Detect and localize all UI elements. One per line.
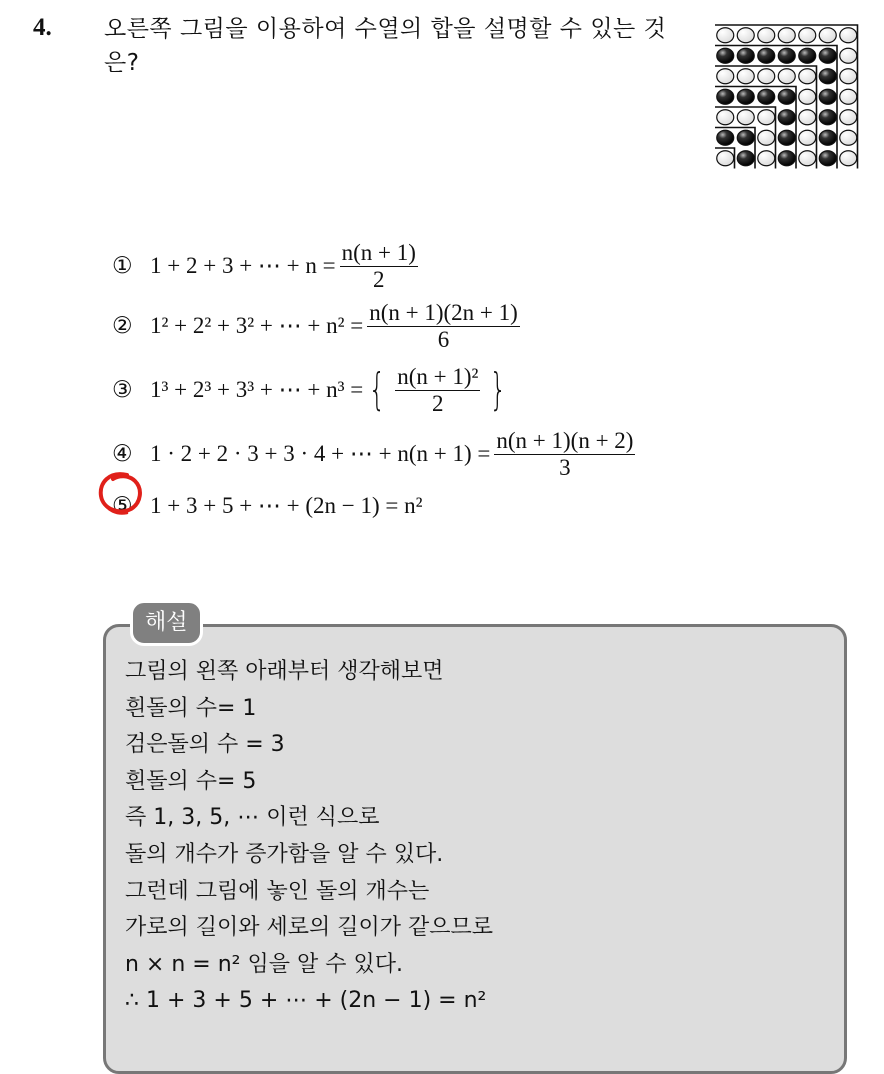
option-1-mark: ① [112, 253, 133, 279]
option-2-lhs: 1² + 2² + 3² + ⋯ + n² = [150, 313, 364, 338]
white-stone [737, 28, 754, 43]
white-stone [758, 110, 775, 125]
solution-line: 흰돌의 수= 1 [125, 695, 257, 721]
option-1-numerator: n(n + 1) [341, 239, 416, 265]
white-stone [717, 151, 734, 166]
solution-line: 그림의 왼쪽 아래부터 생각해보면 [125, 659, 444, 684]
black-stone [778, 110, 795, 125]
black-stone [717, 89, 734, 104]
white-stone [717, 69, 734, 84]
solution-line: 흰돌의 수= 5 [125, 768, 257, 794]
white-stone [737, 69, 754, 84]
left-brace: { [368, 364, 386, 415]
option-1-denominator: 2 [373, 266, 385, 292]
black-stone [819, 69, 836, 84]
option-5-lhs: 1 + 3 + 5 + ⋯ + (2n − 1) = n² [150, 493, 423, 518]
black-stone [737, 151, 754, 166]
option-4-lhs: 1 · 2 + 2 · 3 + 3 · 4 + ⋯ + n(n + 1) = [150, 441, 491, 466]
solution-line: 검은돌의 수 = 3 [125, 732, 285, 758]
black-stone [758, 48, 775, 63]
solution-line: n × n = n² 임을 알 수 있다. [125, 951, 403, 977]
question-text: 오른쪽 그림을 이용하여 수열의 합을 설명할 수 있는 것은? [104, 16, 667, 76]
black-stone [778, 130, 795, 145]
option-2-fraction [367, 300, 520, 353]
stone-grid-figure [712, 22, 860, 172]
option-1[interactable] [112, 236, 422, 296]
option-4-numerator: n(n + 1)(n + 2) [496, 427, 634, 453]
solution-line: 그런데 그림에 놓인 돌의 개수는 [125, 878, 430, 904]
option-2-denominator: 6 [437, 326, 450, 352]
black-stone [819, 89, 836, 104]
black-stone [819, 48, 836, 63]
white-stone [758, 130, 775, 145]
white-stone [840, 69, 857, 84]
option-3-fraction [395, 364, 480, 417]
white-stone [840, 130, 857, 145]
black-stone [819, 151, 836, 166]
white-stone [840, 151, 857, 166]
option-2-mark: ② [112, 313, 133, 339]
answer-circle-mark [97, 471, 145, 517]
solution-text [125, 654, 493, 1020]
black-stone [758, 89, 775, 104]
white-stone [840, 110, 857, 125]
white-stone [758, 69, 775, 84]
white-stone [717, 28, 734, 43]
option-5-mark: ⑤ [112, 493, 133, 519]
white-stone [799, 69, 816, 84]
solution-tag: 해설 [130, 600, 203, 646]
white-stone [840, 48, 857, 63]
option-4-mark: ④ [112, 441, 133, 467]
option-4-denominator: 3 [559, 454, 571, 480]
solution-line: 즉 1, 3, 5, ⋯ 이런 식으로 [125, 805, 380, 831]
black-stone [717, 48, 734, 63]
black-stone [778, 151, 795, 166]
white-stone [778, 28, 795, 43]
white-stone [799, 151, 816, 166]
white-stone [819, 28, 836, 43]
option-3-lhs: 1³ + 2³ + 3³ + ⋯ + n³ = [150, 377, 364, 402]
solution-line: 돌의 개수가 증가함을 알 수 있다. [125, 841, 444, 867]
white-stone [799, 110, 816, 125]
solution-line: 가로의 길이와 세로의 길이가 같으므로 [125, 915, 494, 941]
white-stone [799, 28, 816, 43]
black-stone [819, 130, 836, 145]
white-stone [758, 151, 775, 166]
black-stone [819, 110, 836, 125]
white-stone [778, 69, 795, 84]
option-3-denominator: 2 [432, 390, 444, 416]
black-stone [717, 130, 734, 145]
right-brace: } [489, 364, 507, 415]
option-2[interactable] [112, 296, 524, 356]
option-2-numerator: n(n + 1)(2n + 1) [369, 299, 518, 325]
solution-line: ∴ 1 + 3 + 5 + ⋯ + (2n − 1) = n² [125, 988, 487, 1014]
black-stone [799, 48, 816, 63]
black-stone [778, 89, 795, 104]
white-stone [717, 110, 734, 125]
black-stone [737, 89, 754, 104]
question-number: 4. [33, 14, 52, 41]
black-stone [778, 48, 795, 63]
option-3-mark: ③ [112, 377, 133, 403]
option-4-fraction [494, 428, 635, 481]
white-stone [799, 130, 816, 145]
option-4[interactable] [112, 424, 639, 484]
option-5[interactable] [112, 476, 423, 536]
option-3-numerator: n(n + 1)² [397, 363, 479, 389]
white-stone [840, 89, 857, 104]
option-1-lhs: 1 + 2 + 3 + ⋯ + n = [150, 253, 336, 278]
white-stone [737, 110, 754, 125]
option-1-fraction [340, 240, 418, 293]
white-stone [799, 89, 816, 104]
black-stone [737, 130, 754, 145]
white-stone [840, 28, 857, 43]
black-stone [737, 48, 754, 63]
white-stone [758, 28, 775, 43]
option-3[interactable] [112, 360, 512, 420]
